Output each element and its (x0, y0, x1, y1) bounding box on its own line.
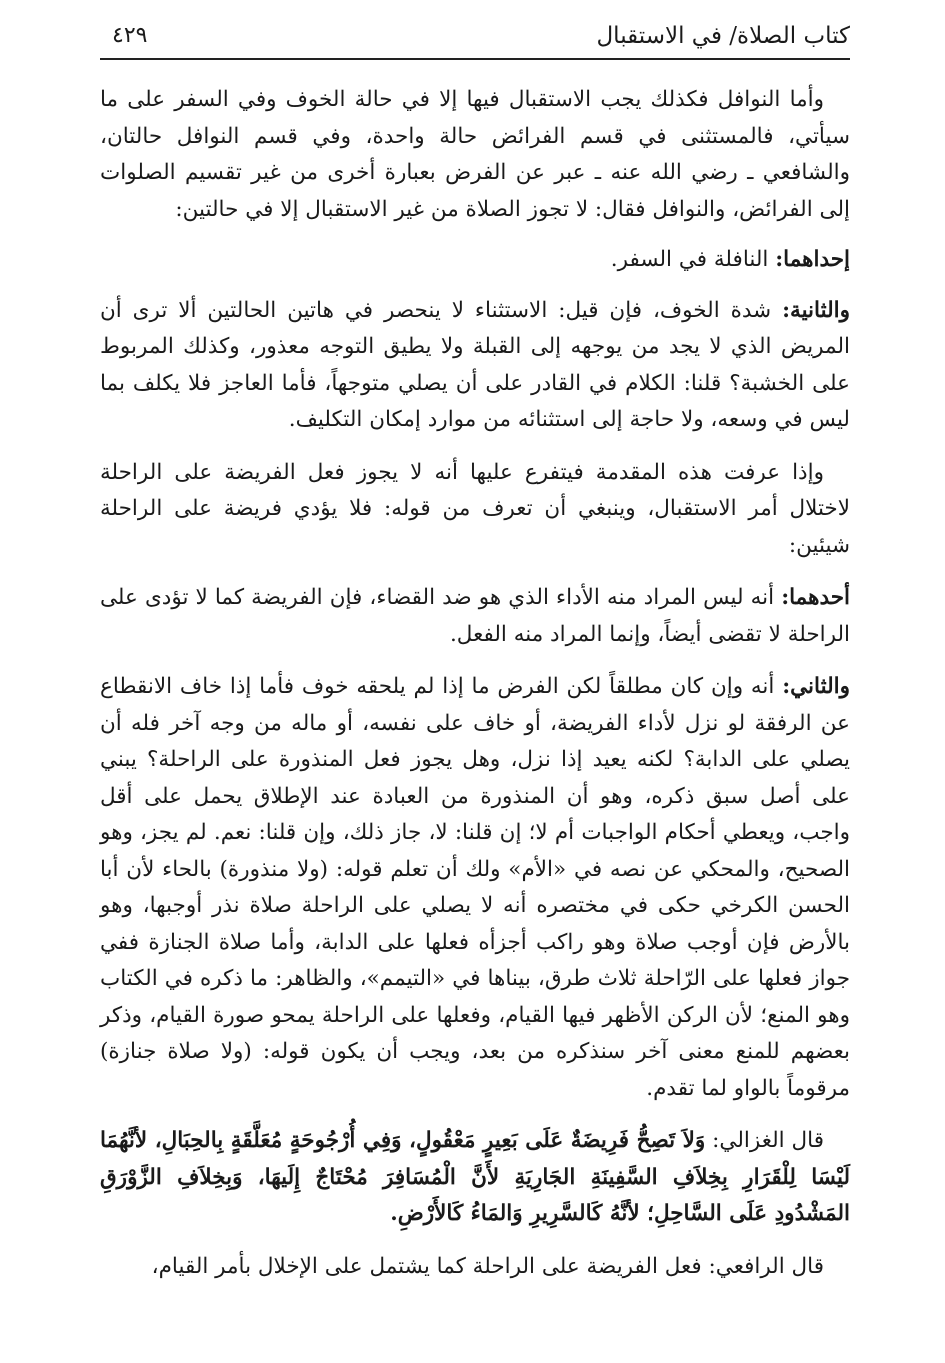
paragraph-text: وأما النوافل فكذلك يجب الاستقبال فيها إلا في حالة الخوف وفي السفر على ما سيأتي، فالمستثنى في قسم الفرائض حالة واحدة، وفي قسم النوافل حالتان، والشافعي ـ رضي الله عنه ـ عبر عن الفرض بعبارة أخرى من غير تقسيم الصلوات إلى الفرائض، والنوافل فقال: لا تجوز الصلاة من غير الاستقبال إلا في حالتين: (100, 87, 850, 222)
paragraph-lead: والثانية: (782, 297, 850, 323)
rafii-paragraph (100, 1249, 850, 1286)
paragraph-text: قال الرافعي: فعل الفريضة على الراحلة كما يشتمل على الإخلال بأمر القيام، (151, 1253, 824, 1279)
paragraph-4 (100, 455, 850, 565)
paragraph-text: أنه وإن كان مطلقاً لكن الفرض ما إذا لم يلحقه خوف فأما إذا خاف الانقطاع عن الرفقة لو نزل لأداء الفريضة، أو خاف على نفسه، أو ماله من وجه آخر فله أن يصلي على الدابة؟ لكنه يعيد إذا نزل، وهل يجوز فعل المنذورة على الراحلة؟ يبني على أصل سبق ذكره، وهو أن المنذورة من العبادة عند الإطلاق يحمل على أقل واجب، ويعطي أحكام الواجبات أم لا؛ إن قلنا: لا، جاز ذلك، وإن قلنا: نعم. لم يجز، وهو الصحيح، والمحكي عن نصه في «الأم» ولك أن تعلم قوله: (ولا منذورة) بالحاء لأن أبا الحسن الكرخي حكى في مختصره أنه لا يصلي على الراحلة صلاة نذر أوجبها، وهو بالأرض فإن أوجب صلاة وهو راكب أجزأه فعلها على الدابة، وأما صلاة الجنازة ففي جواز فعلها على الرّاحلة ثلاث طرق، بيناها في «التيمم»، والظاهر: ما ذكره في الكتاب وهو المنع؛ لأن الركن الأظهر فيها القيام، وفعلها على الراحلة يمحو صورة القيام، وذكر بعضهم للمنع معنى آخر سنذكره من بعد، ويجب أن يكون قوله: (ولا صلاة جنازة) مرقوماً بالواو لما تقدم. (100, 674, 850, 1101)
ghazali-quote (100, 1123, 850, 1233)
paragraph-text: شدة الخوف، فإن قيل: الاستثناء لا ينحصر في هاتين الحالتين ألا ترى أن المريض الذي لا يجد من يوجهه إلى القبلة ولا يطيق التوجه معذور، وكذلك المربوط على الخشبة؟ قلنا: الكلام في القادر على أن يصلي متوجهاً، فأما العاجز فلا يكلف بما ليس في وسعه، ولا حاجة إلى استثنائه من موارد إمكان التكليف. (100, 297, 850, 432)
paragraph-1 (100, 82, 850, 228)
quote-text: وَلاَ تَصِحُّ فَرِيضَةٌ عَلَى بَعِيرٍ مَعْقُولٍ، وَفِي أُرْجُوحَةٍ مُعَلَّقَةٍ بِالحِبَالِ، لأنَّهُمَا لَيْسَا لِلْقَرَارِ بِخِلاَفِ السَّفِينَةِ الجَارِيَةِ لأَنَّ الْمُسَافِرَ مُحْتَاجٌ إِلَيهَا، وَبِخِلاَفِ الزَّوْرَقِ المَشْدُودِ عَلَى السَّاحِلِ؛ لأنَّهُ كَالسَّرِيرِ وَالمَاءُ كَالأَرْضِ. (100, 1128, 850, 1226)
paragraph-text: أنه ليس المراد منه الأداء الذي هو ضد القضاء، فإن الفريضة كما لا تؤدى على الراحلة لا تقضى أيضاً، وإنما المراد منه الفعل. (100, 585, 850, 647)
quote-intro: قال الغزالي: (705, 1128, 824, 1153)
running-header (100, 18, 850, 54)
book-page (100, 18, 850, 1301)
paragraph-2 (100, 242, 850, 279)
paragraph-text: النافلة في السفر. (610, 247, 776, 272)
paragraph-lead: والثاني: (782, 674, 850, 699)
paragraph-lead: أحدهما: (781, 585, 850, 610)
paragraph-3 (100, 293, 850, 439)
running-title: كتاب الصلاة/ في الاستقبال (596, 23, 850, 49)
header-rule (100, 58, 850, 60)
paragraph-5 (100, 580, 850, 653)
paragraph-text: وإذا عرفت هذه المقدمة فيتفرع عليها أنه لا يجوز فعل الفريضة على الراحلة لاختلال أمر الاستقبال، وينبغي أن تعرف من قوله: فلا يؤدي فريضة على الراحلة شيئين: (100, 459, 850, 558)
paragraph-lead: إحداهما: (775, 247, 850, 272)
paragraph-6 (100, 669, 850, 1107)
page-number: ٤٢٩ (112, 23, 148, 48)
